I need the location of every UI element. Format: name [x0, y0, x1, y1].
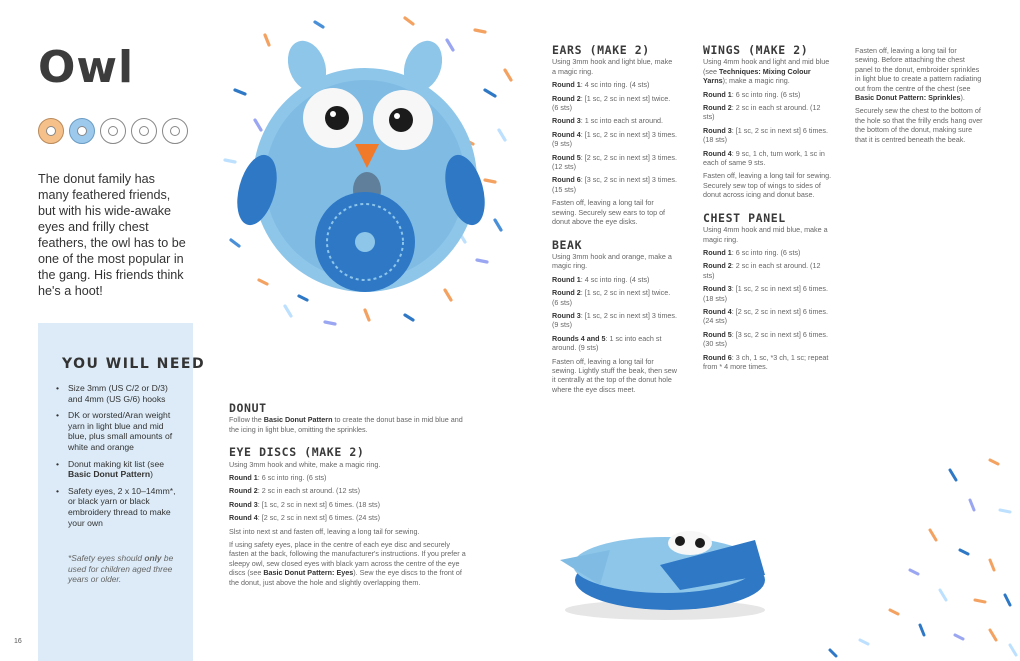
round-row: Round 2: 2 sc in each st around. (12 sts) [229, 486, 361, 496]
donut-blue-icon [69, 118, 95, 144]
column-wings-chest [703, 43, 833, 375]
finishing-text-1: Fasten off, leaving a long tail for sewing. Before attaching the chest panel to the donut, embroider sprinkles in light blue to create a pattern radiating out from the centre of the chest (see Basic Donut Pattern: Sprinkles). [855, 46, 982, 103]
owl-eye-icon [325, 106, 349, 130]
list-item: • Donut making kit list (see Basic Donut Pattern) [54, 459, 184, 480]
donut-icon-row [38, 118, 188, 144]
section-heading-ears: EARS (MAKE 2) [552, 43, 650, 57]
ears-intro: Using 3mm hook and light blue, make a magic ring. [552, 57, 673, 76]
round-row: Round 5: [3 sc, 2 sc in next st] 6 times. (30 sts) [703, 329, 829, 349]
list-item: • DK or worsted/Aran weight yarn in light blue and mid blue, plus small amounts of white and orange [54, 410, 184, 452]
round-row: Round 1: 4 sc into ring. (4 sts) [552, 80, 650, 90]
donut-outline-icon [100, 118, 126, 144]
round-row: Round 4: [1 sc, 2 sc in next st] 3 times. (9 sts) [552, 129, 678, 149]
column-ears-beak [552, 43, 678, 398]
column-finishing [855, 46, 983, 148]
round-row: Round 4: 9 sc, 1 ch, turn work, 1 sc in each of same 9 sts. [703, 148, 825, 168]
round-row: Round 5: [2 sc, 2 sc in next st] 3 times. (12 sts) [552, 152, 678, 172]
round-row: Round 3: 1 sc into each st around. [552, 116, 664, 126]
round-row: Round 1: 6 sc into ring. (6 sts) [229, 473, 327, 483]
eye-discs-intro: Using 3mm hook and white, make a magic ring. [229, 459, 381, 469]
section-heading-chest-panel: CHEST PANEL [703, 210, 786, 225]
eye-discs-instructions: If using safety eyes, place in the centre of each eye disc and securely fasten at the back, following the manufacturer's instructions. If you prefer a sleepy owl, sew closed eyes with black yarn across the centre of the eye discs (see Basic Donut Pattern: Eyes). Sew the eye discs to the front of the donut, just above the hole and slightly overlapping them. [229, 540, 466, 587]
sprinkles-decoration [800, 450, 1020, 661]
page-number: 16 [14, 638, 22, 645]
round-row: Round 3: [1 sc, 2 sc in next st] 6 times. (18 sts) [703, 125, 829, 145]
round-row: Round 4: [2 sc, 2 sc in next st] 6 times. (24 sts) [229, 513, 380, 523]
wings-outro: Fasten off, leaving a long tail for sewing. Securely sew top of wings to sides of donut across icing and donut base. [703, 171, 832, 200]
you-will-need-title: YOU WILL NEED [62, 356, 206, 372]
section-heading-donut: DONUT [229, 401, 267, 415]
round-row: Round 2: [1 sc, 2 sc in next st] twice. (6 sts) [552, 93, 671, 113]
section-heading-wings: WINGS (MAKE 2) [703, 43, 809, 57]
round-row: Round 1: 6 sc into ring. (6 sts) [703, 89, 801, 99]
list-item: • Size 3mm (US C/2 or D/3) and 4mm (US G/6) hooks [54, 383, 184, 404]
round-row: Round 3: [1 sc, 2 sc in next st] 6 times. (18 sts) [703, 284, 829, 303]
wings-intro: Using 4mm hook and light and mid blue (see Techniques: Mixing Colour Yarns); make a magic ring. [703, 57, 830, 86]
round-row: Rounds 4 and 5: 1 sc into each st around. (9 sts) [552, 333, 662, 353]
donut-orange-icon [38, 118, 64, 144]
beak-outro: Fasten off, leaving a long tail for sewing. Lightly stuff the beak, then sew it centrally at the top of the donut hole where the eye discs meet. [552, 356, 677, 394]
donut-text: Follow the Basic Donut Pattern to create the donut base in mid blue and the icing in light blue, omitting the sprinkles. [229, 415, 463, 434]
section-heading-eye-discs: EYE DISCS (MAKE 2) [229, 445, 365, 460]
intro-text: The donut family has many feathered friends, but with his wide-awake eyes and frilly chest feathers, the owl has to be one of the most popular in the gang. His friends think he's a hoot! [38, 172, 186, 298]
list-item: • Safety eyes, 2 x 10–14mm*, or black yarn or black embroidery thread to make your own [54, 486, 184, 528]
you-will-need-list [54, 383, 184, 534]
round-row: Round 2: [1 sc, 2 sc in next st] twice. (6 sts) [552, 288, 671, 307]
round-row: Round 1: 4 sc into ring. (4 sts) [552, 274, 650, 284]
section-heading-beak: BEAK [552, 237, 583, 252]
donut-outline-icon [131, 118, 157, 144]
eye-discs-fasten: Slst into next st and fasten off, leaving a long tail for sewing. [229, 526, 420, 536]
round-row: Round 2: 2 sc in each st around. (12 sts) [703, 261, 821, 280]
round-row: Round 2: 2 sc in each st around. (12 sts) [703, 103, 821, 122]
owl-illustration [215, 10, 515, 340]
round-row: Round 1: 6 sc into ring. (6 sts) [703, 247, 801, 257]
round-row: Round 6: [3 sc, 2 sc in next st] 3 times. (15 sts) [552, 175, 678, 194]
round-row: Round 3: [1 sc, 2 sc in next st] 3 times. (9 sts) [552, 310, 678, 330]
round-row: Round 3: [1 sc, 2 sc in next st] 6 times. (18 sts) [229, 499, 380, 509]
safety-note: *Safety eyes should only be used for children aged three years or older. [68, 553, 174, 585]
donut-outline-icon [162, 118, 188, 144]
page-title: Owl [38, 42, 135, 93]
column-donut-eyes [229, 401, 469, 591]
finishing-text-2: Securely sew the chest to the bottom of the hole so that the frilly ends hang over the bottom of the donut, making sure that it is centred beneath the beak. [855, 106, 983, 144]
chest-intro: Using 4mm hook and mid blue, make a magic ring. [703, 225, 828, 244]
beak-intro: Using 3mm hook and orange, make a magic ring. [552, 251, 672, 271]
round-row: Round 4: [2 sc, 2 sc in next st] 6 times. (24 sts) [703, 306, 829, 326]
ears-outro: Fasten off, leaving a long tail for sewing. Securely sew ears to top of donut above the eye disks. [552, 198, 666, 227]
round-row: Round 6: 3 ch, 1 sc, *3 ch, 1 sc; repeat from * 4 more times. [703, 352, 829, 371]
owl-side-view-illustration [540, 505, 790, 625]
owl-eye-icon [389, 108, 413, 132]
